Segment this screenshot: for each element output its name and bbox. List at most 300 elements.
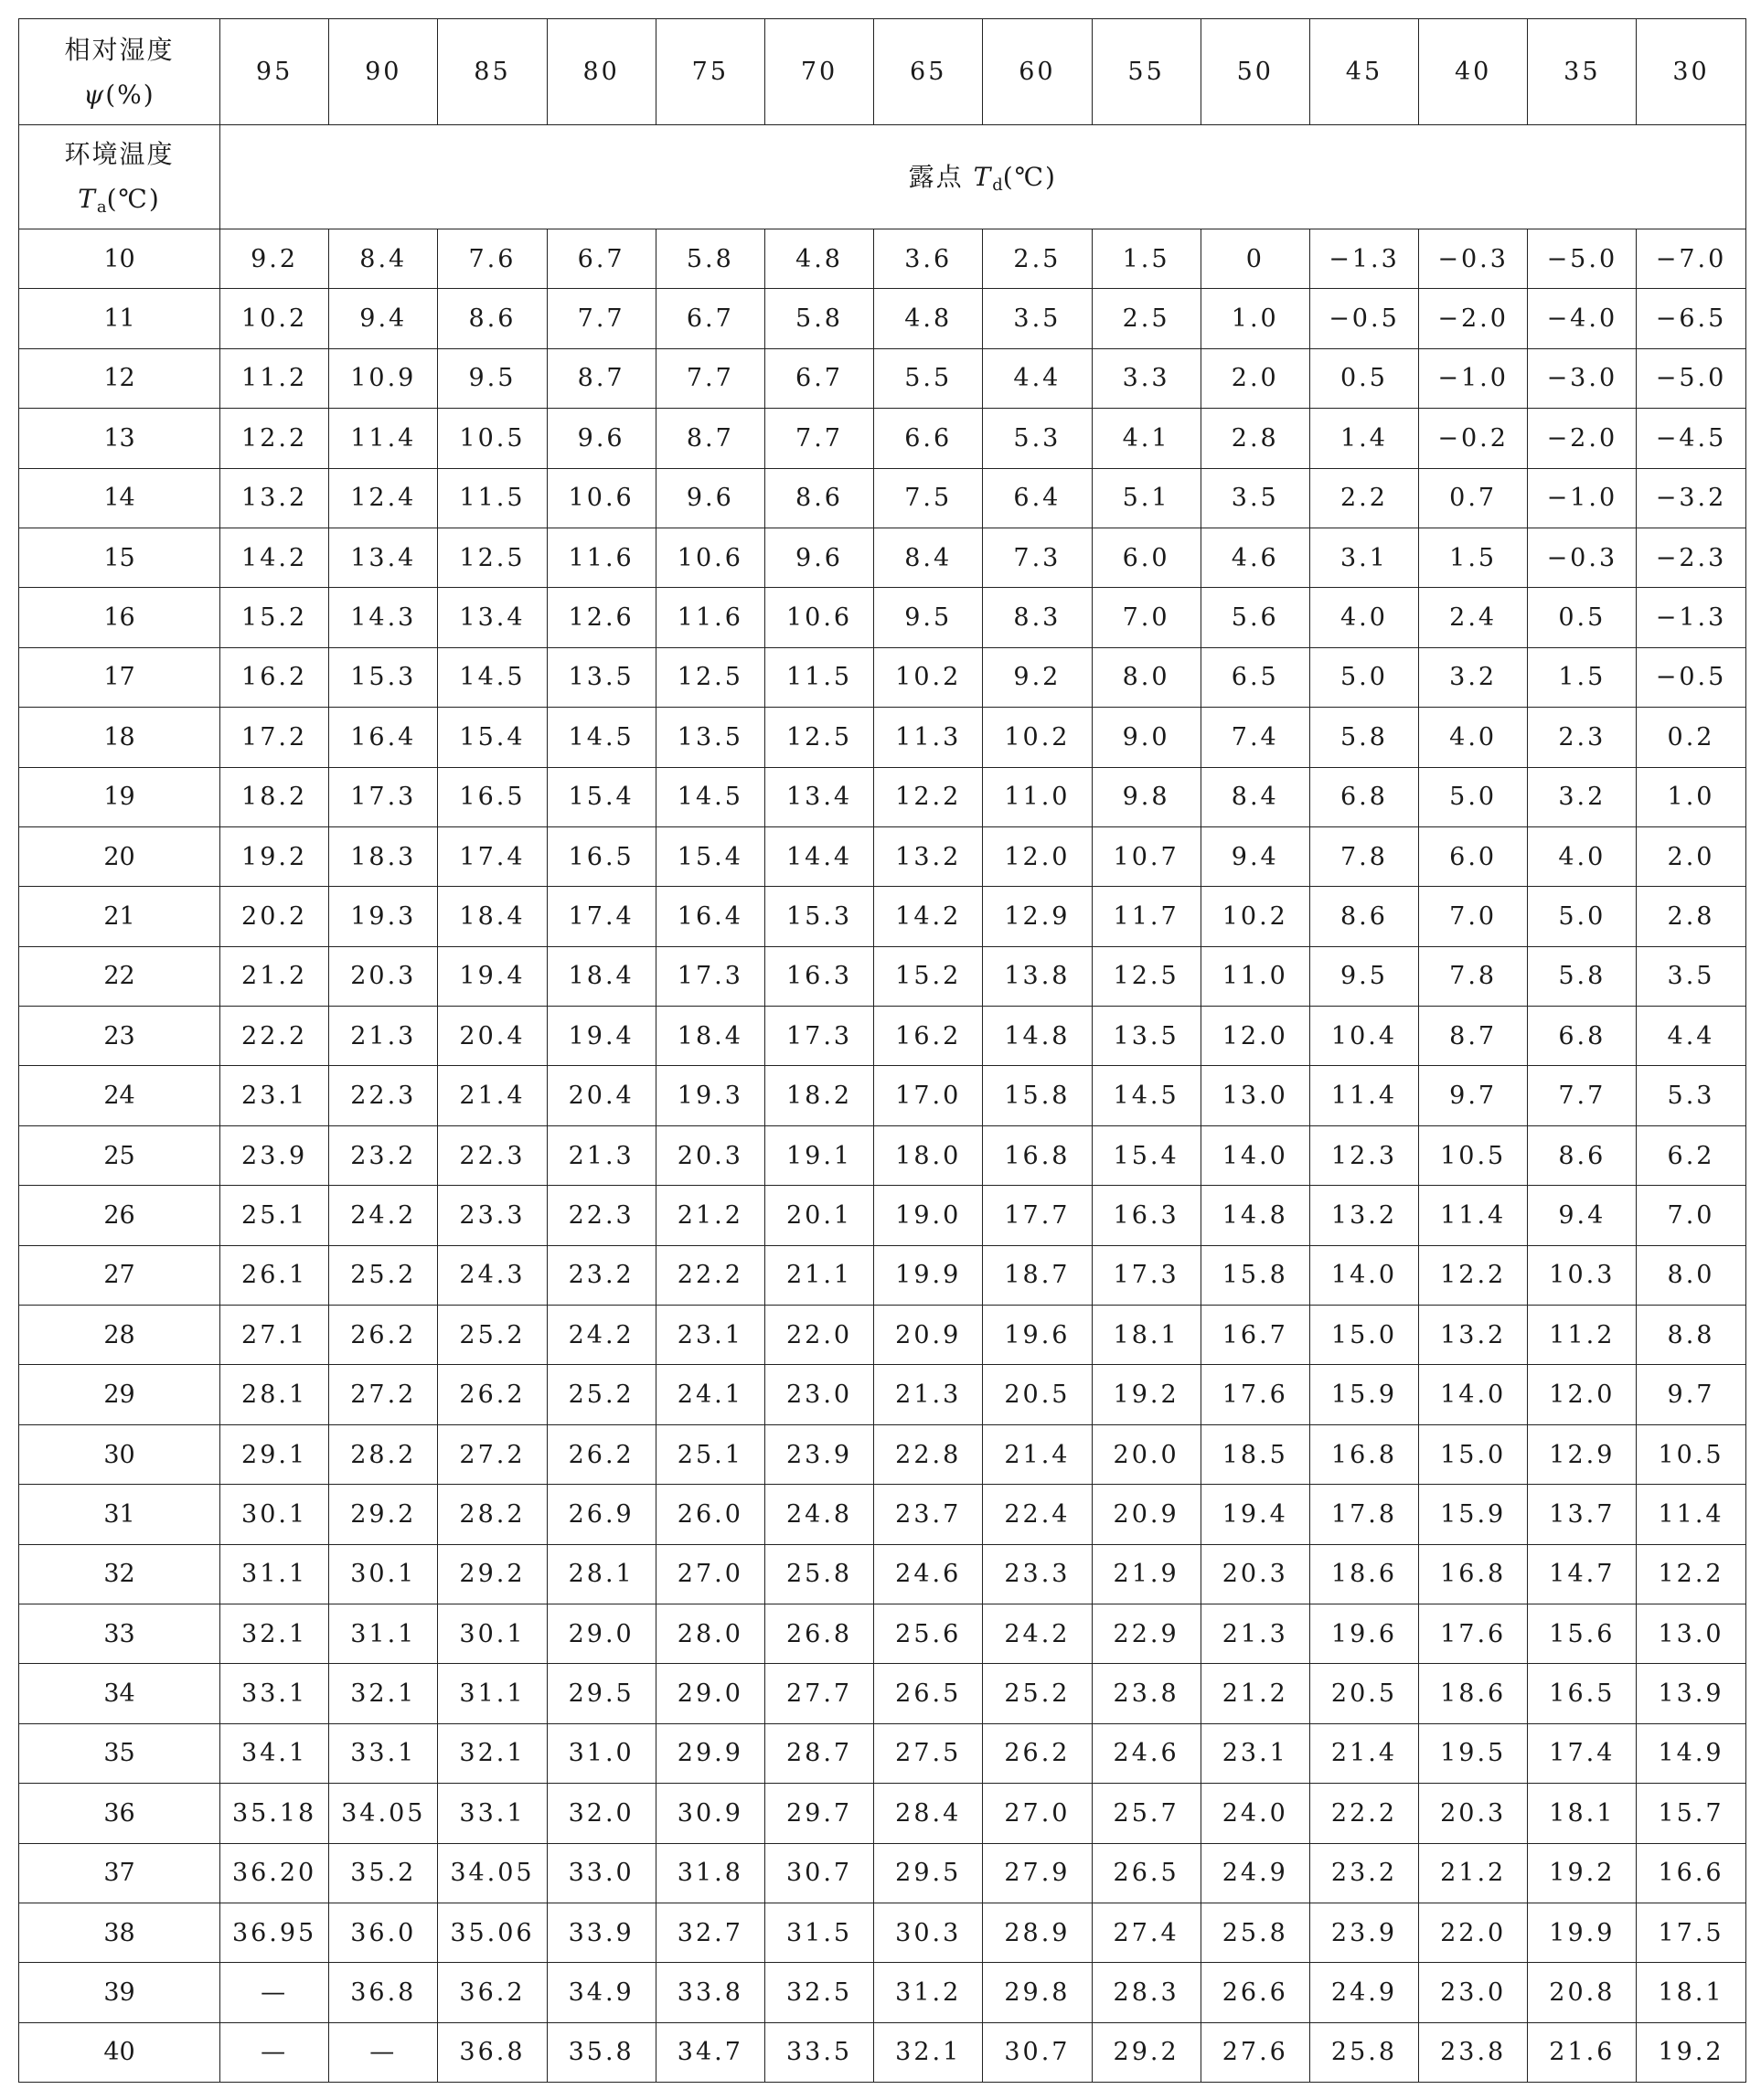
dew-point-cell: 4.8 (874, 289, 983, 348)
ambient-temperature-cell: 19 (19, 767, 220, 826)
dew-point-cell: 25.6 (874, 1604, 983, 1663)
ambient-temperature-cell: 16 (19, 588, 220, 647)
dew-point-cell: 25.2 (329, 1245, 438, 1305)
dew-point-cell: 12.9 (1528, 1424, 1637, 1484)
dew-point-cell: 20.3 (329, 946, 438, 1006)
ambient-temperature-cell: 26 (19, 1186, 220, 1245)
dew-point-cell: 22.2 (656, 1245, 764, 1305)
dew-point-cell: 23.2 (547, 1245, 656, 1305)
dew-point-cell: 36.95 (220, 1903, 329, 1962)
dew-point-cell: 21.3 (547, 1125, 656, 1185)
dew-point-cell: 26.1 (220, 1245, 329, 1305)
humidity-value-cell: 65 (874, 19, 983, 125)
dew-point-cell: 22.3 (329, 1066, 438, 1125)
dew-point-cell: 27.9 (983, 1843, 1092, 1903)
dew-point-symbol: T (973, 161, 993, 192)
ambient-temperature-cell: 35 (19, 1723, 220, 1783)
humidity-value-cell: 55 (1092, 19, 1201, 125)
ambient-temperature-cell: 27 (19, 1245, 220, 1305)
dew-point-cell: 11.2 (1528, 1306, 1637, 1365)
table-row (19, 708, 1746, 767)
dew-point-cell: 20.9 (1092, 1485, 1201, 1544)
dew-point-cell: −3.2 (1637, 468, 1745, 528)
dew-point-cell: 23.8 (1419, 2022, 1528, 2082)
dew-point-cell: 30.3 (874, 1903, 983, 1962)
dew-point-cell: 0.2 (1637, 708, 1745, 767)
dew-point-cell: 24.2 (329, 1186, 438, 1245)
dew-point-cell: 8.7 (1419, 1007, 1528, 1066)
dew-point-cell: −0.5 (1637, 647, 1745, 707)
ambient-temperature-cell: 25 (19, 1125, 220, 1185)
dew-point-cell: −6.5 (1637, 289, 1745, 348)
dew-point-cell: 23.2 (1309, 1843, 1418, 1903)
dew-point-cell: 5.8 (1528, 946, 1637, 1006)
dew-point-cell: 11.4 (1309, 1066, 1418, 1125)
dew-point-cell: 9.2 (983, 647, 1092, 707)
dew-point-cell: 33.1 (220, 1664, 329, 1723)
dew-point-cell: 33.1 (438, 1784, 547, 1843)
table-row (19, 1664, 1746, 1723)
dew-point-cell: 16.5 (1528, 1664, 1637, 1723)
dew-point-cell: 19.2 (1528, 1843, 1637, 1903)
dew-point-cell: 16.2 (220, 647, 329, 707)
dew-point-cell: 19.1 (764, 1125, 873, 1185)
dew-point-cell: 14.0 (1419, 1365, 1528, 1424)
dew-point-cell: 5.0 (1528, 887, 1637, 946)
dew-point-cell: 14.3 (329, 588, 438, 647)
ambient-temperature-cell: 39 (19, 1963, 220, 2022)
dew-point-cell: 13.4 (764, 767, 873, 826)
dew-point-cell: 27.0 (983, 1784, 1092, 1843)
dew-point-cell: 32.1 (329, 1664, 438, 1723)
dew-point-cell: 10.5 (438, 409, 547, 468)
dew-point-cell: 14.5 (656, 767, 764, 826)
dew-point-cell: 14.0 (1309, 1245, 1418, 1305)
dew-point-cell: 17.5 (1637, 1903, 1745, 1962)
dew-point-cell: 1.5 (1528, 647, 1637, 707)
dew-point-cell: 21.3 (1201, 1604, 1309, 1663)
ambient-temperature-cell: 28 (19, 1306, 220, 1365)
ambient-temperature-cell: 10 (19, 229, 220, 289)
dew-point-cell: 21.6 (1528, 2022, 1637, 2082)
ambient-temperature-cell: 11 (19, 289, 220, 348)
dew-point-cell: 34.05 (329, 1784, 438, 1843)
dew-point-cell: 15.9 (1309, 1365, 1418, 1424)
dew-point-cell: 28.1 (547, 1544, 656, 1604)
dew-point-cell: — (329, 2022, 438, 2082)
humidity-value-cell: 30 (1637, 19, 1745, 125)
dew-point-cell: 24.0 (1201, 1784, 1309, 1843)
dew-point-cell: 6.4 (983, 468, 1092, 528)
ambient-temperature-cell: 20 (19, 826, 220, 886)
dew-point-cell: 6.7 (656, 289, 764, 348)
dew-point-cell: 5.6 (1201, 588, 1309, 647)
dew-point-header-cell (220, 125, 1746, 229)
dew-point-cell: 5.0 (1309, 647, 1418, 707)
dew-point-cell: −7.0 (1637, 229, 1745, 289)
dew-point-cell: 20.1 (764, 1186, 873, 1245)
dew-point-cell: 14.8 (983, 1007, 1092, 1066)
dew-point-cell: 15.8 (1201, 1245, 1309, 1305)
dew-point-cell: 5.1 (1092, 468, 1201, 528)
dew-point-cell: 28.1 (220, 1365, 329, 1424)
dew-point-cell: 16.5 (547, 826, 656, 886)
dew-point-cell: 12.2 (220, 409, 329, 468)
dew-point-cell: 7.7 (764, 409, 873, 468)
dew-point-cell: 8.4 (329, 229, 438, 289)
dew-point-cell: 32.0 (547, 1784, 656, 1843)
dew-point-cell: 13.5 (1092, 1007, 1201, 1066)
dew-point-cell: 12.3 (1309, 1125, 1418, 1185)
dew-point-cell: 23.0 (764, 1365, 873, 1424)
dew-point-cell: 26.2 (983, 1723, 1092, 1783)
header-row-temperature (19, 125, 1746, 229)
dew-point-cell: 5.0 (1419, 767, 1528, 826)
table-row (19, 2022, 1746, 2082)
dew-point-cell: 22.2 (220, 1007, 329, 1066)
dew-point-cell: 17.4 (547, 887, 656, 946)
humidity-value-cell: 70 (764, 19, 873, 125)
dew-point-cell: 4.8 (764, 229, 873, 289)
dew-point-cell: 13.2 (220, 468, 329, 528)
dew-point-cell: 2.5 (983, 229, 1092, 289)
dew-point-cell: 12.5 (656, 647, 764, 707)
temperature-unit: (℃) (106, 184, 161, 215)
dew-point-cell: 29.8 (983, 1963, 1092, 2022)
dew-point-cell: 11.5 (438, 468, 547, 528)
dew-point-cell: 23.9 (764, 1424, 873, 1484)
dew-point-cell: 4.0 (1528, 826, 1637, 886)
dew-point-cell: 27.2 (438, 1424, 547, 1484)
dew-point-cell: 7.8 (1309, 826, 1418, 886)
ambient-temperature-cell: 18 (19, 708, 220, 767)
dew-point-cell: 24.9 (1309, 1963, 1418, 2022)
dew-point-cell: 13.4 (438, 588, 547, 647)
dew-point-cell: 14.9 (1637, 1723, 1745, 1783)
dew-point-cell: 14.7 (1528, 1544, 1637, 1604)
dew-point-cell: 5.8 (764, 289, 873, 348)
dew-point-cell: 23.3 (983, 1544, 1092, 1604)
dew-point-cell: 13.2 (874, 826, 983, 886)
table-row (19, 647, 1746, 707)
dew-point-cell: 15.8 (983, 1066, 1092, 1125)
dew-point-cell: 28.2 (438, 1485, 547, 1544)
dew-point-cell: 36.2 (438, 1963, 547, 2022)
dew-point-cell: 22.3 (547, 1186, 656, 1245)
dew-point-cell: 21.2 (1201, 1664, 1309, 1723)
dew-point-cell: −5.0 (1528, 229, 1637, 289)
dew-point-cell: 31.8 (656, 1843, 764, 1903)
dew-point-cell: 7.3 (983, 528, 1092, 587)
dew-point-cell: 9.5 (1309, 946, 1418, 1006)
dew-point-cell: 23.9 (220, 1125, 329, 1185)
dew-point-cell: 23.3 (438, 1186, 547, 1245)
table-row (19, 767, 1746, 826)
dew-point-cell: 28.0 (656, 1604, 764, 1663)
dew-point-cell: 7.6 (438, 229, 547, 289)
dew-point-cell: 11.7 (1092, 887, 1201, 946)
dew-point-cell: 19.3 (329, 887, 438, 946)
ambient-temperature-cell: 38 (19, 1903, 220, 1962)
dew-point-cell: 32.1 (220, 1604, 329, 1663)
dew-point-cell: 13.0 (1201, 1066, 1309, 1125)
dew-point-cell: −0.3 (1419, 229, 1528, 289)
ambient-temperature-cell: 29 (19, 1365, 220, 1424)
dew-point-cell: 12.5 (1092, 946, 1201, 1006)
dew-point-cell: 28.9 (983, 1903, 1092, 1962)
temperature-symbol: T (78, 184, 97, 215)
dew-point-cell: 4.0 (1309, 588, 1418, 647)
header-row-humidity (19, 19, 1746, 125)
dew-point-cell: 0.5 (1309, 348, 1418, 408)
dew-point-cell: 22.3 (438, 1125, 547, 1185)
dew-point-cell: 21.3 (329, 1007, 438, 1066)
dew-point-cell: −3.0 (1528, 348, 1637, 408)
dew-point-cell: 3.2 (1528, 767, 1637, 826)
dew-point-cell: 20.0 (1092, 1424, 1201, 1484)
dew-point-cell: 16.3 (1092, 1186, 1201, 1245)
dew-point-cell: 11.3 (874, 708, 983, 767)
dew-point-cell: 13.4 (329, 528, 438, 587)
dew-point-cell: 19.2 (1092, 1365, 1201, 1424)
dew-point-cell: 21.4 (983, 1424, 1092, 1484)
dew-point-cell: 7.7 (547, 289, 656, 348)
dew-point-cell: 12.0 (1528, 1365, 1637, 1424)
dew-point-cell: 27.1 (220, 1306, 329, 1365)
dew-point-cell: 2.0 (1637, 826, 1745, 886)
dew-point-cell: 21.9 (1092, 1544, 1201, 1604)
dew-point-cell: 19.5 (1419, 1723, 1528, 1783)
table-row (19, 1963, 1746, 2022)
dew-point-cell: 19.9 (1528, 1903, 1637, 1962)
dew-point-cell: 12.2 (874, 767, 983, 826)
dew-point-cell: 27.0 (656, 1544, 764, 1604)
ambient-temperature-cell: 14 (19, 468, 220, 528)
dew-point-cell: 15.4 (1092, 1125, 1201, 1185)
dew-point-cell: 2.8 (1637, 887, 1745, 946)
dew-point-cell: 31.5 (764, 1903, 873, 1962)
dew-point-cell: 10.6 (764, 588, 873, 647)
dew-point-cell: 6.0 (1092, 528, 1201, 587)
dew-point-cell: 13.9 (1637, 1664, 1745, 1723)
table-row (19, 229, 1746, 289)
dew-point-cell: 34.9 (547, 1963, 656, 2022)
humidity-value-cell: 80 (547, 19, 656, 125)
table-row (19, 1544, 1746, 1604)
dew-point-cell: 3.6 (874, 229, 983, 289)
dew-point-cell: 16.4 (329, 708, 438, 767)
dew-point-cell: 7.0 (1419, 887, 1528, 946)
dew-point-cell: 13.5 (547, 647, 656, 707)
dew-point-cell: 34.05 (438, 1843, 547, 1903)
dew-point-cell: 23.1 (1201, 1723, 1309, 1783)
dew-point-cell: 13.2 (1309, 1186, 1418, 1245)
dew-point-cell: 4.0 (1419, 708, 1528, 767)
dew-point-cell: 14.2 (874, 887, 983, 946)
dew-point-cell: 0.5 (1528, 588, 1637, 647)
dew-point-cell: 25.1 (220, 1186, 329, 1245)
dew-point-cell: 25.8 (1309, 2022, 1418, 2082)
humidity-value-cell: 85 (438, 19, 547, 125)
dew-point-cell: 1.5 (1092, 229, 1201, 289)
ambient-temperature-cell: 15 (19, 528, 220, 587)
dew-point-cell: 12.9 (983, 887, 1092, 946)
dew-point-cell: 8.0 (1092, 647, 1201, 707)
dew-point-cell: 10.2 (983, 708, 1092, 767)
dew-point-cell: 9.8 (1092, 767, 1201, 826)
dew-point-cell: 17.7 (983, 1186, 1092, 1245)
dew-point-cell: −4.5 (1637, 409, 1745, 468)
dew-point-cell: 15.3 (764, 887, 873, 946)
dew-point-cell: 15.3 (329, 647, 438, 707)
dew-point-cell: 2.0 (1201, 348, 1309, 408)
dew-point-cell: 24.2 (547, 1306, 656, 1365)
dew-point-cell: 18.1 (1092, 1306, 1201, 1365)
table-row (19, 1903, 1746, 1962)
dew-point-cell: 30.9 (656, 1784, 764, 1843)
table-body (19, 19, 1746, 2083)
dew-point-cell: 15.6 (1528, 1604, 1637, 1663)
dew-point-cell: 32.1 (438, 1723, 547, 1783)
dew-point-cell: 26.6 (1201, 1963, 1309, 2022)
dew-point-cell: 11.4 (1637, 1485, 1745, 1544)
dew-point-cell: 16.2 (874, 1007, 983, 1066)
table-row (19, 1245, 1746, 1305)
dew-point-cell: 19.2 (1637, 2022, 1745, 2082)
dew-point-cell: 7.8 (1419, 946, 1528, 1006)
dew-point-cell: 35.06 (438, 1903, 547, 1962)
dew-point-cell: 10.3 (1528, 1245, 1637, 1305)
dew-point-cell: 17.4 (1528, 1723, 1637, 1783)
ambient-temperature-cell: 31 (19, 1485, 220, 1544)
dew-point-cell: 0.7 (1419, 468, 1528, 528)
humidity-value-cell: 45 (1309, 19, 1418, 125)
dew-point-cell: 33.9 (547, 1903, 656, 1962)
dew-point-cell: 7.5 (874, 468, 983, 528)
temperature-label-symbol-line (19, 176, 219, 222)
table-row (19, 468, 1746, 528)
dew-point-cell: 15.4 (656, 826, 764, 886)
dew-point-subscript: d (992, 175, 1003, 195)
humidity-value-cell: 90 (329, 19, 438, 125)
dew-point-cell: 36.20 (220, 1843, 329, 1903)
dew-point-cell: 25.8 (764, 1544, 873, 1604)
table-row (19, 1424, 1746, 1484)
dew-point-cell: 19.4 (1201, 1485, 1309, 1544)
dew-point-cell: 15.7 (1637, 1784, 1745, 1843)
dew-point-cell: 21.3 (874, 1365, 983, 1424)
dew-point-cell: 28.4 (874, 1784, 983, 1843)
dew-point-cell: 25.1 (656, 1424, 764, 1484)
dew-point-cell: 26.0 (656, 1485, 764, 1544)
dew-point-cell: 6.0 (1419, 826, 1528, 886)
dew-point-cell: 30.1 (220, 1485, 329, 1544)
dew-point-cell: 16.8 (983, 1125, 1092, 1185)
ambient-temperature-cell: 37 (19, 1843, 220, 1903)
dew-point-cell: 12.2 (1637, 1544, 1745, 1604)
dew-point-cell: −0.3 (1528, 528, 1637, 587)
dew-point-cell: 22.4 (983, 1485, 1092, 1544)
dew-point-cell: 18.0 (874, 1125, 983, 1185)
dew-point-cell: 5.8 (656, 229, 764, 289)
dew-point-cell: 6.7 (764, 348, 873, 408)
dew-point-cell: 18.5 (1201, 1424, 1309, 1484)
dew-point-cell: 21.1 (764, 1245, 873, 1305)
dew-point-cell: 14.4 (764, 826, 873, 886)
dew-point-cell: 20.2 (220, 887, 329, 946)
dew-point-cell: −0.2 (1419, 409, 1528, 468)
dew-point-cell: 6.8 (1309, 767, 1418, 826)
dew-point-cell: −5.0 (1637, 348, 1745, 408)
ambient-temperature-cell: 34 (19, 1664, 220, 1723)
dew-point-cell: 15.0 (1309, 1306, 1418, 1365)
dew-point-cell: 23.1 (656, 1306, 764, 1365)
dew-point-cell: 16.8 (1309, 1424, 1418, 1484)
dew-point-cell: 1.5 (1419, 528, 1528, 587)
dew-point-cell: 17.6 (1419, 1604, 1528, 1663)
dew-point-cell: 29.5 (874, 1843, 983, 1903)
dew-point-cell: 36.0 (329, 1903, 438, 1962)
dew-point-cell: 20.4 (438, 1007, 547, 1066)
dew-point-cell: 13.7 (1528, 1485, 1637, 1544)
dew-point-cell: 7.0 (1092, 588, 1201, 647)
humidity-value-cell: 35 (1528, 19, 1637, 125)
dew-point-cell: 18.6 (1309, 1544, 1418, 1604)
dew-point-cell: 8.6 (438, 289, 547, 348)
dew-point-cell: 10.5 (1419, 1125, 1528, 1185)
dew-point-cell: 17.3 (1092, 1245, 1201, 1305)
dew-point-cell: 3.5 (1201, 468, 1309, 528)
dew-point-cell: 10.4 (1309, 1007, 1418, 1066)
dew-point-cell: 4.6 (1201, 528, 1309, 587)
dew-point-cell: 18.3 (329, 826, 438, 886)
dew-point-cell: 10.7 (1092, 826, 1201, 886)
dew-point-cell: 1.4 (1309, 409, 1418, 468)
dew-point-cell: 29.2 (1092, 2022, 1201, 2082)
dew-point-cell: 11.0 (1201, 946, 1309, 1006)
table-row (19, 946, 1746, 1006)
table-row (19, 528, 1746, 587)
ambient-temperature-cell: 22 (19, 946, 220, 1006)
dew-point-cell: −0.5 (1309, 289, 1418, 348)
ambient-temperature-cell: 32 (19, 1544, 220, 1604)
dew-point-cell: 20.3 (1201, 1544, 1309, 1604)
dew-point-cell: 11.4 (329, 409, 438, 468)
dew-point-cell: 11.2 (220, 348, 329, 408)
dew-point-cell: 15.0 (1419, 1424, 1528, 1484)
dew-point-label-text: 露点 (908, 161, 974, 192)
dew-point-cell: 26.9 (547, 1485, 656, 1544)
dew-point-cell: 18.1 (1637, 1963, 1745, 2022)
dew-point-cell: 6.8 (1528, 1007, 1637, 1066)
dew-point-cell: 31.1 (438, 1664, 547, 1723)
dew-point-cell: 18.6 (1419, 1664, 1528, 1723)
dew-point-cell: 2.4 (1419, 588, 1528, 647)
dew-point-cell: 4.4 (1637, 1007, 1745, 1066)
dew-point-cell: 23.8 (1092, 1664, 1201, 1723)
dew-point-cell: 13.8 (983, 946, 1092, 1006)
dew-point-cell: 17.4 (438, 826, 547, 886)
dew-point-cell: 17.0 (874, 1066, 983, 1125)
dew-point-cell: 23.0 (1419, 1963, 1528, 2022)
humidity-label-text: 相对湿度 (64, 34, 175, 65)
ambient-temperature-cell: 12 (19, 348, 220, 408)
dew-point-cell: 20.5 (1309, 1664, 1418, 1723)
dew-point-cell: 9.7 (1637, 1365, 1745, 1424)
dew-point-cell: 19.6 (983, 1306, 1092, 1365)
dew-point-cell: 23.1 (220, 1066, 329, 1125)
dew-point-cell: 9.4 (329, 289, 438, 348)
